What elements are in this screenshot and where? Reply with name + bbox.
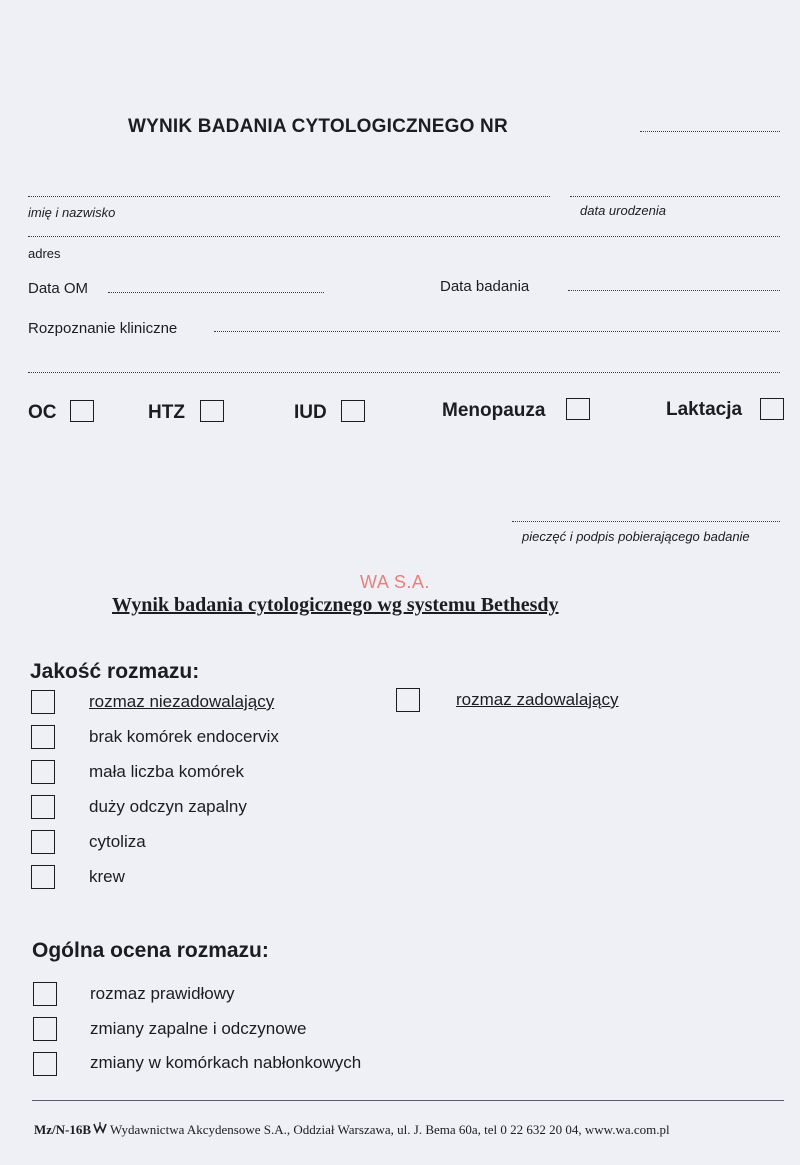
quality-heading: Jakość rozmazu: <box>30 660 200 683</box>
check-label-htz: HTZ <box>148 402 185 423</box>
quality-item-satisfactory: rozmaz zadowalający <box>456 690 619 709</box>
general-item-0: rozmaz prawidłowy <box>90 984 235 1003</box>
form-code: Mz/N-16B <box>34 1122 92 1137</box>
quality-item-2: mała liczba komórek <box>89 762 244 781</box>
quality-item-1: brak komórek endocervix <box>89 727 279 746</box>
diagnosis-field[interactable] <box>214 331 780 332</box>
checkbox-quality-0[interactable] <box>31 690 55 714</box>
footer-divider <box>32 1100 784 1101</box>
checkbox-menopauza[interactable] <box>566 398 590 420</box>
watermark: WA S.A. <box>360 572 430 592</box>
quality-item-3: duży odczyn zapalny <box>89 797 247 816</box>
check-label-iud: IUD <box>294 402 327 423</box>
general-item-1: zmiany zapalne i odczynowe <box>90 1019 307 1038</box>
checkbox-general-2[interactable] <box>33 1052 57 1076</box>
checkbox-general-0[interactable] <box>33 982 57 1006</box>
checkbox-quality-satisfactory[interactable] <box>396 688 420 712</box>
check-label-menopauza: Menopauza <box>442 400 546 421</box>
general-item-2: zmiany w komórkach nabłonkowych <box>90 1053 362 1072</box>
data-badania-field[interactable] <box>568 290 780 291</box>
stamp-signature-field[interactable] <box>512 521 780 522</box>
footer-publisher-text: Wydawnictwa Akcydensowe S.A., Oddział Warszawa, ul. J. Bema 60a, tel 0 22 632 20 04, www.wa.com.pl <box>110 1122 670 1137</box>
check-label-oc: OC <box>28 402 57 423</box>
checkbox-htz[interactable] <box>200 400 224 422</box>
checkbox-general-1[interactable] <box>33 1017 57 1041</box>
name-field[interactable] <box>28 196 550 197</box>
footer <box>34 1122 670 1138</box>
address-field[interactable] <box>28 236 780 237</box>
report-number-field[interactable] <box>640 131 780 132</box>
diagnosis-label: Rozpoznanie kliniczne <box>28 320 178 337</box>
checkbox-laktacja[interactable] <box>760 398 784 420</box>
form-title: WYNIK BADANIA CYTOLOGICZNEGO NR <box>128 116 508 137</box>
checkbox-quality-1[interactable] <box>31 725 55 749</box>
checkbox-iud[interactable] <box>341 400 365 422</box>
publisher-logo-icon <box>93 1122 107 1138</box>
quality-item-4: cytoliza <box>89 832 146 851</box>
stamp-label: pieczęć i podpis pobierającego badanie <box>522 529 750 544</box>
checkbox-quality-3[interactable] <box>31 795 55 819</box>
checkbox-quality-2[interactable] <box>31 760 55 784</box>
birth-date-field[interactable] <box>570 196 780 197</box>
data-badania-label: Data badania <box>440 278 530 295</box>
quality-item-5: krew <box>89 867 125 886</box>
data-om-label: Data OM <box>28 280 89 297</box>
birth-date-label: data urodzenia <box>580 203 667 218</box>
check-label-laktacja: Laktacja <box>666 399 743 420</box>
quality-item-0: rozmaz niezadowalający <box>89 692 275 711</box>
data-om-field[interactable] <box>108 292 324 293</box>
general-heading: Ogólna ocena rozmazu: <box>32 939 269 962</box>
name-label: imię i nazwisko <box>28 205 116 220</box>
bethesda-title: Wynik badania cytologicznego wg systemu Bethesdy <box>112 594 559 616</box>
checkbox-oc[interactable] <box>70 400 94 422</box>
diagnosis-field-line-2[interactable] <box>28 372 780 373</box>
checkbox-quality-5[interactable] <box>31 865 55 889</box>
checkbox-quality-4[interactable] <box>31 830 55 854</box>
address-label: adres <box>28 246 61 261</box>
